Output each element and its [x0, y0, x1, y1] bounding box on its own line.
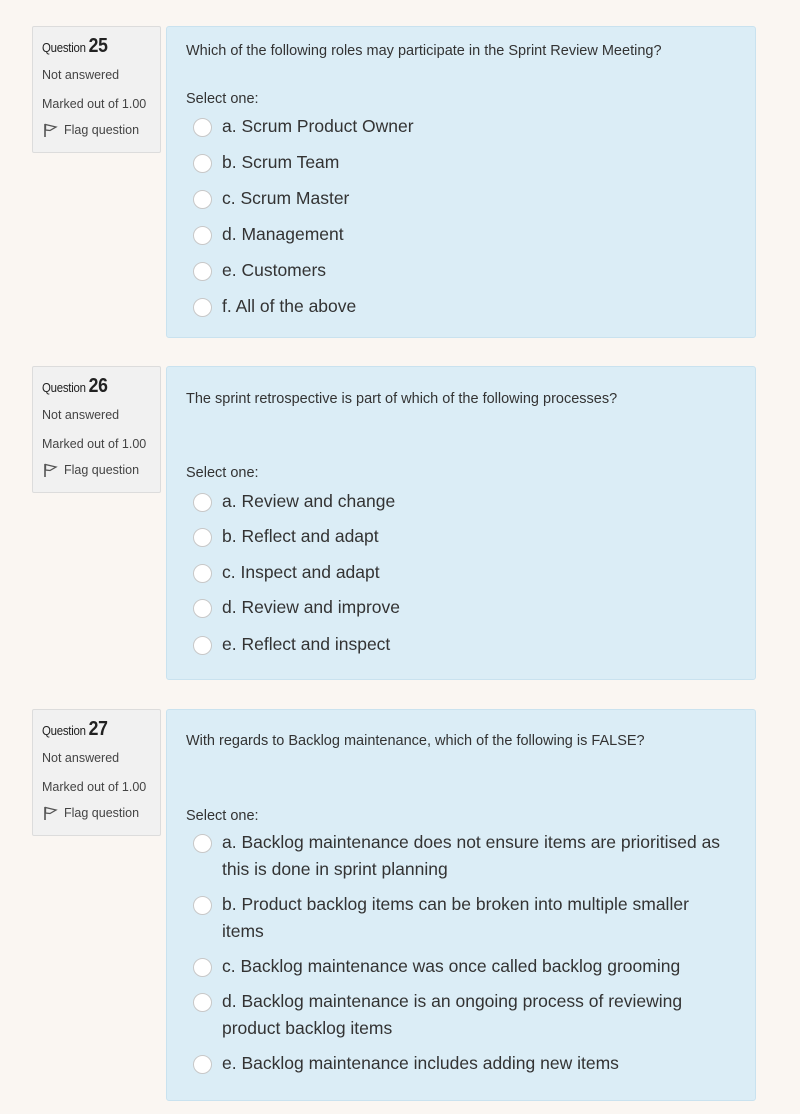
question-marks: Marked out of 1.00: [42, 437, 147, 451]
question-number: Question 26: [42, 375, 108, 397]
option-b[interactable]: b. Reflect and adapt: [193, 523, 735, 550]
question-status: Not answered: [42, 408, 120, 422]
radio-button[interactable]: [193, 993, 212, 1012]
radio-button[interactable]: [193, 528, 212, 547]
answer-options: [186, 829, 735, 1077]
radio-button[interactable]: [193, 226, 212, 245]
radio-button[interactable]: [193, 298, 212, 317]
radio-button[interactable]: [193, 493, 212, 512]
question-text: The sprint retrospective is part of which of the following processes?: [186, 391, 618, 407]
option-d[interactable]: d. Backlog maintenance is an ongoing process of reviewing product backlog items: [193, 988, 735, 1042]
option-c[interactable]: c. Scrum Master: [193, 185, 735, 212]
option-e[interactable]: e. Reflect and inspect: [193, 631, 735, 658]
option-f[interactable]: f. All of the above: [193, 293, 735, 320]
flag-label: Flag question: [64, 123, 140, 137]
flag-icon: [42, 805, 58, 821]
question-info: [32, 366, 161, 493]
radio-button[interactable]: [193, 958, 212, 977]
question-status: Not answered: [42, 751, 120, 765]
option-a[interactable]: a. Backlog maintenance does not ensure items are prioritised as this is done in sprint planning: [193, 829, 735, 883]
question-marks: Marked out of 1.00: [42, 780, 147, 794]
select-one-label: Select one:: [186, 91, 259, 107]
radio-button[interactable]: [193, 599, 212, 618]
radio-button[interactable]: [193, 190, 212, 209]
question-text: With regards to Backlog maintenance, which of the following is FALSE?: [186, 733, 645, 749]
question-info: [32, 709, 161, 836]
radio-button[interactable]: [193, 636, 212, 655]
radio-button[interactable]: [193, 1055, 212, 1074]
flag-question-button[interactable]: [42, 462, 151, 478]
radio-button[interactable]: [193, 896, 212, 915]
question-marks: Marked out of 1.00: [42, 97, 147, 111]
question-number: Question 25: [42, 35, 108, 57]
flag-question-button[interactable]: [42, 805, 151, 821]
answer-options: [186, 488, 735, 658]
option-e[interactable]: e. Backlog maintenance includes adding new items: [193, 1050, 735, 1077]
question-status: Not answered: [42, 68, 120, 82]
question-number: Question 27: [42, 718, 108, 740]
select-one-label: Select one:: [186, 808, 259, 824]
option-b[interactable]: b. Scrum Team: [193, 149, 735, 176]
radio-button[interactable]: [193, 262, 212, 281]
flag-icon: [42, 122, 58, 138]
answer-options: [186, 113, 735, 320]
option-c[interactable]: c. Inspect and adapt: [193, 559, 735, 586]
option-c[interactable]: c. Backlog maintenance was once called backlog grooming: [193, 953, 735, 980]
select-one-label: Select one:: [186, 465, 259, 481]
flag-icon: [42, 462, 58, 478]
question-content: [166, 26, 756, 338]
radio-button[interactable]: [193, 834, 212, 853]
flag-question-button[interactable]: [42, 122, 151, 138]
question-content: [166, 366, 756, 680]
option-b[interactable]: b. Product backlog items can be broken into multiple smaller items: [193, 891, 735, 945]
flag-label: Flag question: [64, 806, 140, 820]
option-e[interactable]: e. Customers: [193, 257, 735, 284]
option-d[interactable]: d. Management: [193, 221, 735, 248]
question-info: [32, 26, 161, 153]
option-a[interactable]: a. Review and change: [193, 488, 735, 515]
radio-button[interactable]: [193, 564, 212, 583]
radio-button[interactable]: [193, 118, 212, 137]
option-d[interactable]: d. Review and improve: [193, 594, 735, 621]
option-a[interactable]: a. Scrum Product Owner: [193, 113, 735, 140]
question-content: [166, 709, 756, 1101]
question-text: Which of the following roles may participate in the Sprint Review Meeting?: [186, 43, 662, 59]
radio-button[interactable]: [193, 154, 212, 173]
flag-label: Flag question: [64, 463, 140, 477]
